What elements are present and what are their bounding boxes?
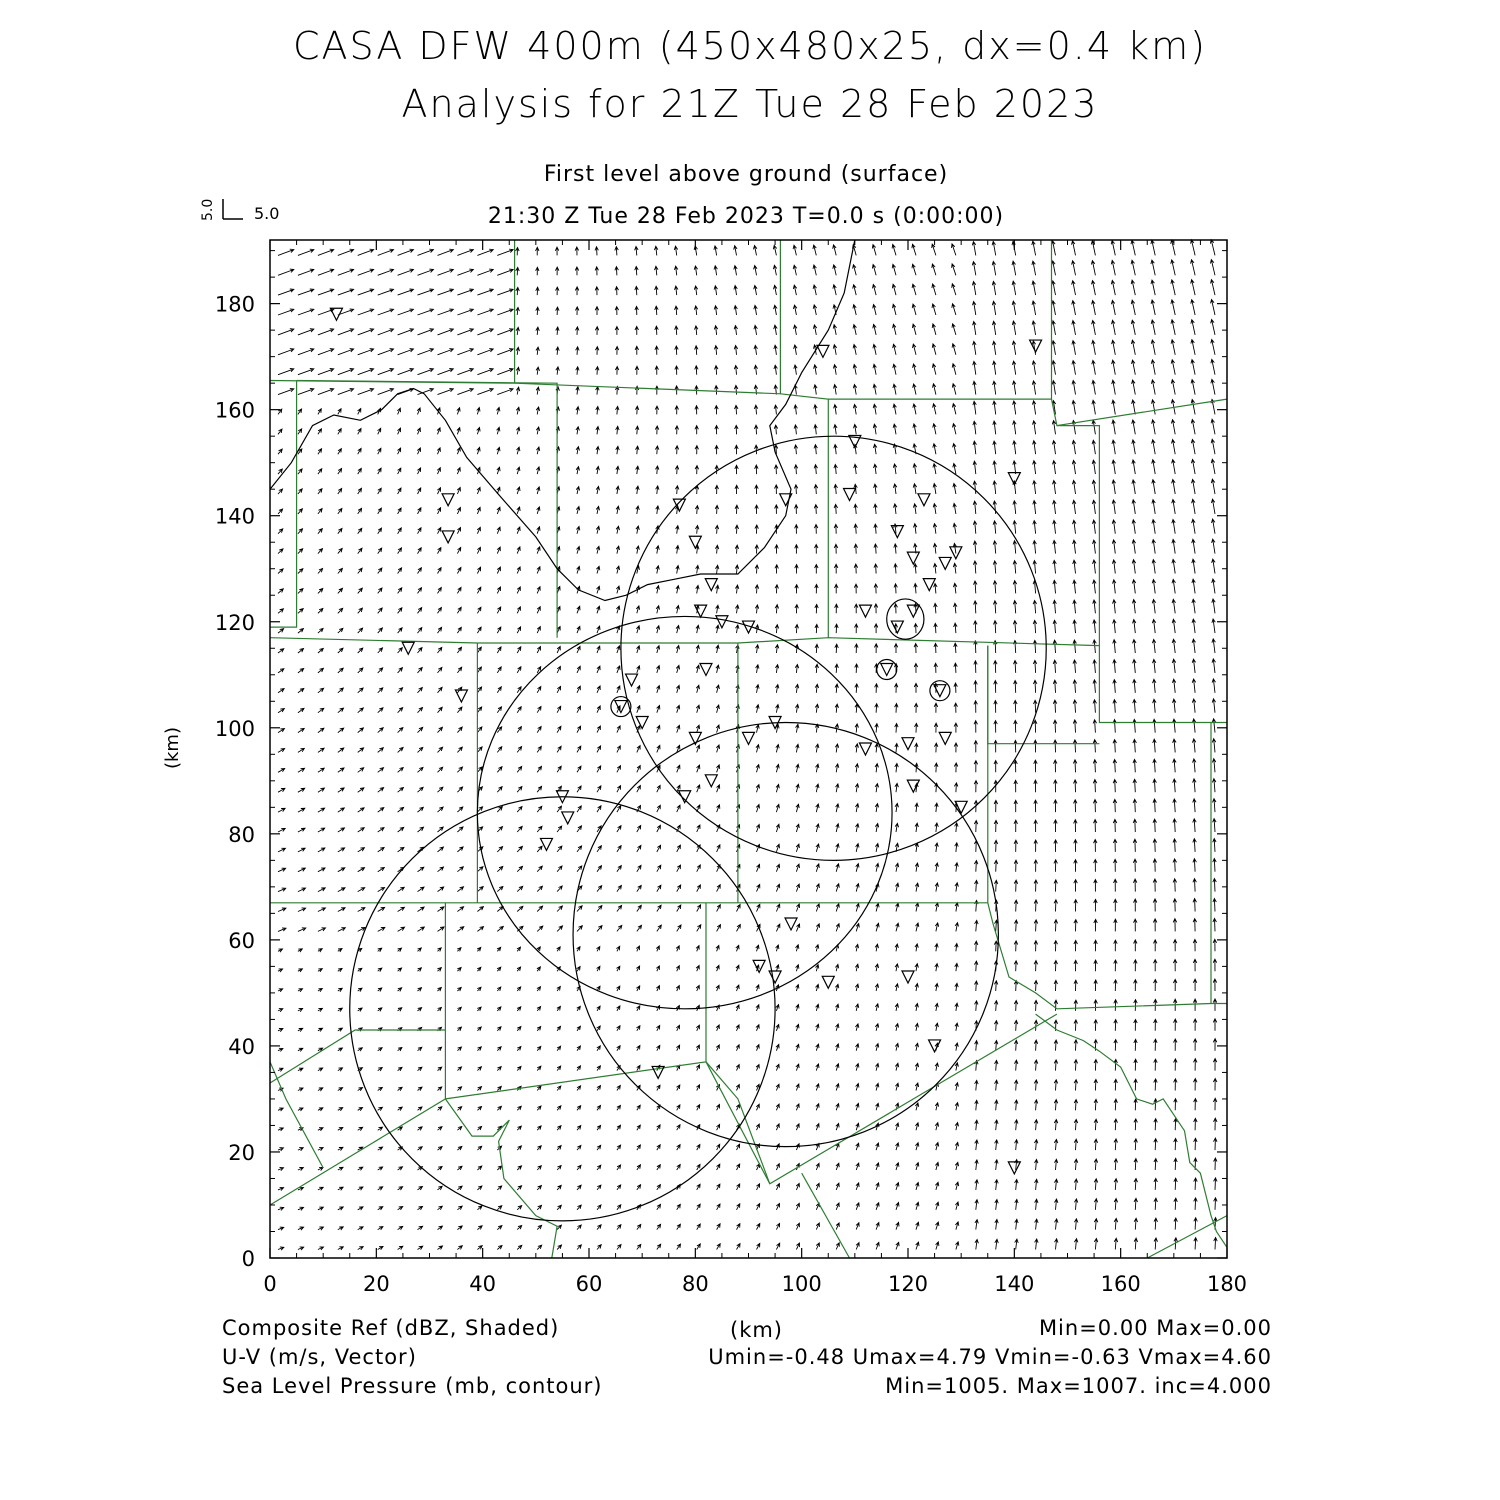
- y-tick-label: 120: [214, 610, 255, 635]
- station-marker: [902, 738, 914, 750]
- station-marker: [769, 971, 781, 983]
- station-marker: [402, 642, 414, 654]
- station-marker: [562, 812, 574, 824]
- vector-key-u-label: 5.0: [254, 204, 280, 223]
- y-axis-label: (km): [162, 726, 183, 770]
- station-markers: [330, 308, 1041, 1174]
- station-marker: [817, 345, 829, 357]
- station-marker: [918, 494, 930, 506]
- y-tick-label: 160: [214, 398, 255, 423]
- station-marker: [626, 674, 638, 686]
- station-marker: [679, 791, 691, 803]
- station-marker: [700, 663, 712, 675]
- chart-title-line2: Analysis for 21Z Tue 28 Feb 2023: [401, 82, 1099, 126]
- station-marker: [673, 499, 685, 511]
- footer-field2-stats: Umin=-0.48 Umax=4.79 Vmin=-0.63 Vmax=4.60: [708, 1345, 1272, 1369]
- x-tick-label: 80: [681, 1272, 709, 1296]
- y-tick-label: 40: [228, 1034, 255, 1059]
- y-tick-label: 100: [214, 716, 255, 741]
- footer-field3-stats: Min=1005. Max=1007. inc=4.000: [885, 1374, 1272, 1398]
- footer-field3-label: Sea Level Pressure (mb, contour): [222, 1374, 603, 1398]
- x-tick-label: 0: [263, 1272, 277, 1296]
- station-marker: [1008, 1162, 1020, 1174]
- y-tick-label: 180: [214, 292, 255, 317]
- x-tick-label: 120: [887, 1272, 929, 1296]
- y-tick-label: 20: [228, 1140, 255, 1165]
- vector-key: [200, 199, 279, 223]
- station-marker: [455, 690, 467, 702]
- y-tick-label: 60: [228, 928, 255, 953]
- y-tick-label: 80: [228, 822, 255, 847]
- level-subtitle: First level above ground (surface): [543, 162, 949, 187]
- footer-field2-label: U-V (m/s, Vector): [222, 1345, 417, 1369]
- station-marker: [881, 663, 893, 675]
- station-marker: [705, 775, 717, 787]
- x-tick-label: 20: [362, 1272, 390, 1296]
- x-tick-label: 60: [575, 1272, 603, 1296]
- footer-x-unit: (km): [730, 1318, 784, 1342]
- footer-field1-label: Composite Ref (dBZ, Shaded): [222, 1316, 560, 1340]
- station-marker: [1030, 340, 1042, 352]
- x-tick-label: 140: [994, 1272, 1035, 1296]
- station-marker: [442, 494, 454, 506]
- y-tick-label: 140: [214, 504, 255, 529]
- y-tick-label: 0: [241, 1247, 255, 1271]
- station-marker: [442, 531, 454, 543]
- x-tick-label: 40: [469, 1272, 497, 1296]
- chart-title-line1: CASA DFW 400m (450x480x25, dx=0.4 km): [292, 24, 1207, 68]
- station-marker: [939, 557, 951, 569]
- station-marker: [785, 918, 797, 930]
- x-tick-label: 180: [1206, 1272, 1248, 1296]
- station-marker: [907, 552, 919, 564]
- station-marker: [743, 732, 755, 744]
- station-marker: [929, 1040, 941, 1052]
- station-marker: [615, 701, 627, 713]
- station-marker: [822, 976, 834, 988]
- station-marker: [705, 579, 717, 591]
- station-marker: [689, 536, 701, 548]
- station-marker: [939, 732, 951, 744]
- x-tick-label: 100: [781, 1272, 822, 1296]
- station-marker: [695, 605, 707, 617]
- station-marker: [859, 605, 871, 617]
- station-marker: [859, 743, 871, 755]
- station-marker: [923, 579, 935, 591]
- county-boundaries: [270, 240, 1227, 1258]
- x-tick-label: 160: [1100, 1272, 1141, 1296]
- station-marker: [902, 971, 914, 983]
- station-marker: [891, 526, 903, 538]
- station-marker: [540, 838, 552, 850]
- time-subtitle: 21:30 Z Tue 28 Feb 2023 T=0.0 s (0:00:00): [487, 204, 1005, 229]
- station-marker: [844, 489, 856, 501]
- footer-field1-stats: Min=0.00 Max=0.00: [1038, 1316, 1272, 1340]
- vector-key-v-label: 5.0: [200, 198, 216, 221]
